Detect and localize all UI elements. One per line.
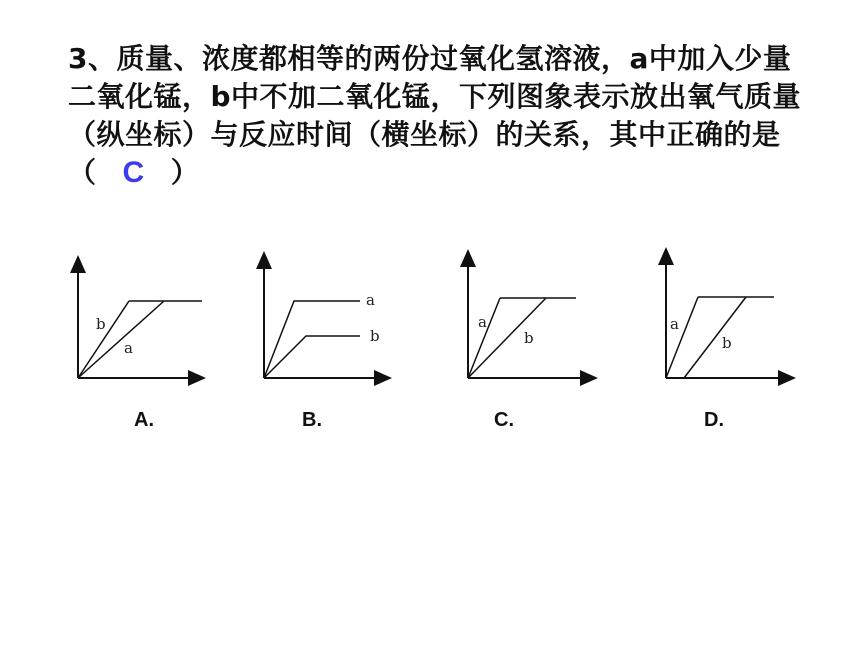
graph-option-b xyxy=(248,245,398,395)
answer-mark: C xyxy=(122,156,145,189)
caption-d: D. xyxy=(704,409,724,431)
caption-b: B. xyxy=(302,409,322,431)
label-b: b xyxy=(524,329,534,347)
label-a: a xyxy=(124,339,133,357)
question-close-paren: ） xyxy=(170,156,200,189)
label-a: a xyxy=(366,291,375,309)
label-a: a xyxy=(478,313,487,331)
question-stem: 3、质量、浓度都相等的两份过氧化氢溶液，a中加入少量二氧化锰，b中不加二氧化锰，下列图象表示放出氧气质量（纵坐标）与反应时间（横坐标）的关系，其中正确的是（ xyxy=(68,42,802,189)
label-a: a xyxy=(670,315,679,333)
curve-b xyxy=(468,298,546,378)
label-b: b xyxy=(96,315,106,333)
label-b: b xyxy=(722,334,732,352)
graph-option-a xyxy=(62,245,212,395)
caption-a: A. xyxy=(134,409,154,431)
graph-option-c xyxy=(452,245,602,395)
curve-a xyxy=(468,298,500,378)
label-b: b xyxy=(370,327,380,345)
graph-option-d xyxy=(650,245,800,395)
curve-a xyxy=(264,301,360,378)
caption-c: C. xyxy=(494,409,514,431)
question-text xyxy=(68,40,808,192)
